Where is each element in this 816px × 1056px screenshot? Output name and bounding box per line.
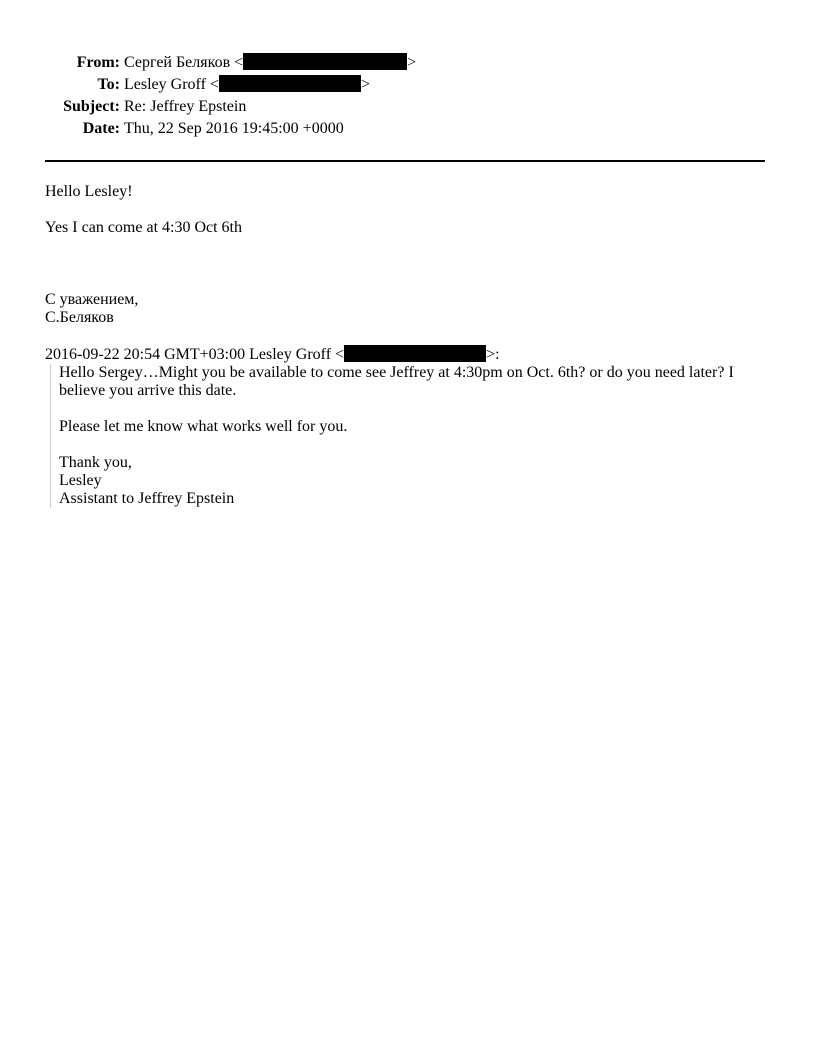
quote-para-1-line-1: Hello Sergey…Might you be available to come see Jeffrey at 4:30pm on Oct. 6th? or do you need later? I <box>59 364 734 381</box>
quote-para-1 <box>59 364 759 400</box>
to-row <box>0 74 816 96</box>
date-value: Thu, 22 Sep 2016 19:45:00 +0000 <box>124 120 344 137</box>
date-row <box>0 118 816 140</box>
header-divider <box>45 160 765 162</box>
redacted-email <box>243 53 407 70</box>
from-label: From: <box>76 54 120 71</box>
subject-label: Subject: <box>63 98 120 115</box>
quoted-message <box>50 364 759 508</box>
signoff-line-2: С.Беляков <box>45 309 114 326</box>
quote-para-1-line-2: believe you arrive this date. <box>59 382 237 399</box>
quote-signature <box>59 454 759 508</box>
quote-sig-line-1: Thank you, <box>59 454 132 471</box>
quote-attribution-text: 2016-09-22 20:54 GMT+03:00 Lesley Groff <box>45 346 332 363</box>
signoff-line-1: С уважением, <box>45 291 139 308</box>
email-headers <box>0 52 816 140</box>
to-label: To: <box>97 76 120 93</box>
redacted-email <box>344 345 486 362</box>
from-name: Сергей Беляков <box>124 54 231 71</box>
date-label: Date: <box>82 120 120 137</box>
from-value: Сергей Беляков < > <box>124 54 417 71</box>
quote-para-2: Please let me know what works well for you. <box>59 418 348 435</box>
quote-attribution: 2016-09-22 20:54 GMT+03:00 Lesley Groff < >: <box>45 346 500 363</box>
from-row <box>0 52 816 74</box>
greeting: Hello Lesley! <box>45 183 133 200</box>
redacted-email <box>219 75 361 92</box>
subject-value: Re: Jeffrey Epstein <box>124 98 247 115</box>
subject-row <box>0 96 816 118</box>
quote-sig-line-2: Lesley <box>59 472 102 489</box>
quote-sig-line-3: Assistant to Jeffrey Epstein <box>59 490 235 507</box>
reply-line: Yes I can come at 4:30 Oct 6th <box>45 219 242 236</box>
to-name: Lesley Groff <box>124 76 206 93</box>
to-value: Lesley Groff < > <box>124 76 370 93</box>
